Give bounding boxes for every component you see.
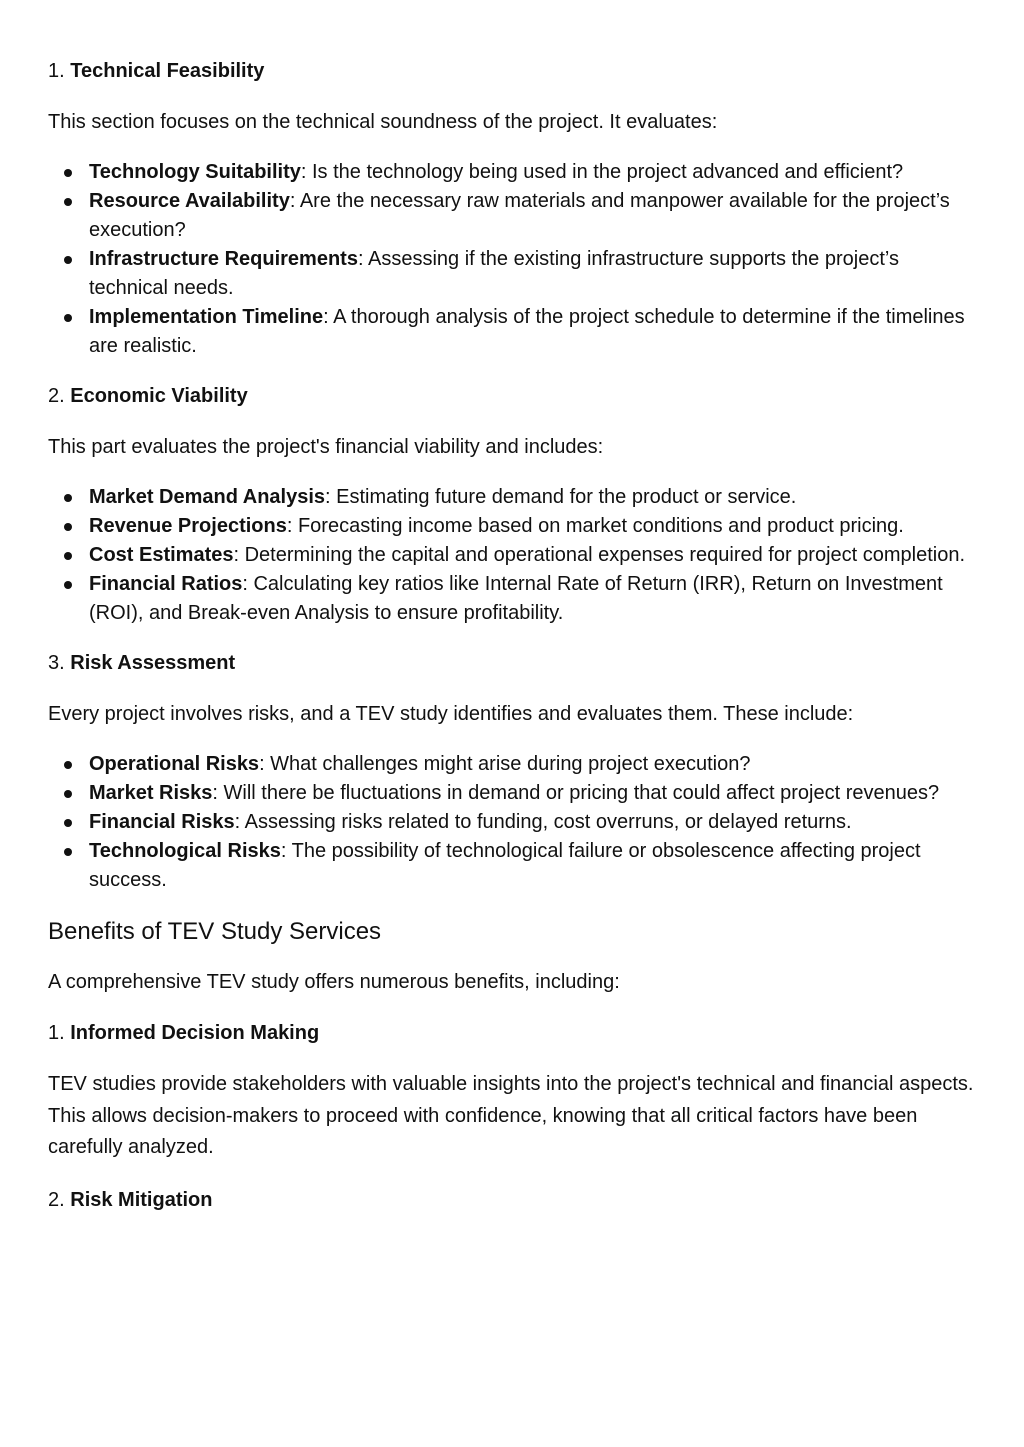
heading-number: 2. — [48, 1188, 65, 1211]
heading-title: Economic Viability — [70, 385, 248, 407]
bullet-icon — [64, 198, 72, 206]
list-item — [48, 779, 976, 808]
risk-mitigation-heading — [48, 1185, 976, 1215]
economic-intro: This part evaluates the project's financial viability and includes: — [48, 436, 604, 458]
item-term: Technology Suitability — [89, 161, 301, 183]
list-item — [48, 512, 976, 541]
bullet-icon — [64, 848, 72, 856]
heading-number: 1. — [48, 1022, 65, 1044]
item-text: : Calculating key ratios like Internal Rate of Return (IRR), Return on Investment (ROI), and Break-even Analysis to ensure profitability. — [89, 573, 943, 624]
item-text: : A thorough analysis of the project schedule to determine if the timelines are realistic. — [89, 306, 965, 357]
bullet-icon — [64, 256, 72, 264]
item-term: Resource Availability — [89, 190, 290, 212]
bullet-icon — [64, 494, 72, 502]
item-text: : Will there be fluctuations in demand or pricing that could affect project revenues? — [212, 782, 940, 804]
bullet-icon — [64, 819, 72, 827]
economic-list — [48, 483, 976, 628]
heading-title: Informed Decision Making — [70, 1022, 320, 1044]
list-item — [48, 808, 976, 837]
item-text: : The possibility of technological failure or obsolescence affecting project success. — [89, 840, 921, 891]
benefits-heading: Benefits of TEV Study Services — [48, 918, 382, 945]
item-text: : Is the technology being used in the project advanced and efficient? — [300, 161, 904, 183]
list-item — [48, 750, 976, 779]
item-text: : Forecasting income based on market conditions and product pricing. — [286, 515, 904, 537]
economic-viability-heading — [48, 381, 976, 411]
item-term: Revenue Projections — [89, 515, 287, 537]
list-item — [48, 187, 976, 245]
list-item — [48, 303, 976, 361]
informed-decision-heading — [48, 1018, 976, 1048]
bullet-icon — [64, 169, 72, 177]
bullet-icon — [64, 314, 72, 322]
heading-number: 1. — [48, 60, 65, 82]
item-term: Operational Risks — [89, 753, 260, 775]
list-item — [48, 245, 976, 303]
item-term: Technological Risks — [89, 840, 281, 862]
bullet-icon — [64, 581, 72, 589]
heading-number: 2. — [48, 385, 65, 407]
bullet-icon — [64, 523, 72, 531]
item-text: : Assessing if the existing infrastructure supports the project’s technical needs. — [89, 248, 899, 299]
item-term: Market Risks — [89, 782, 213, 804]
risk-intro: Every project involves risks, and a TEV study identifies and evaluates them. These include: — [48, 703, 854, 725]
item-text: : Determining the capital and operational expenses required for project completion. — [233, 544, 966, 566]
list-item — [48, 483, 976, 512]
item-text: : Assessing risks related to funding, cost overruns, or delayed returns. — [234, 811, 852, 833]
technical-feasibility-heading — [48, 56, 976, 86]
bullet-icon — [64, 790, 72, 798]
bullet-icon — [64, 552, 72, 560]
item-term: Implementation Timeline — [89, 306, 324, 328]
heading-title: Risk Assessment — [70, 652, 236, 674]
technical-intro: This section focuses on the technical soundness of the project. It evaluates: — [48, 111, 718, 133]
heading-title: Technical Feasibility — [70, 60, 265, 82]
list-item — [48, 541, 976, 570]
benefits-intro: A comprehensive TEV study offers numerous benefits, including: — [48, 971, 620, 993]
list-item — [48, 837, 976, 895]
list-item — [48, 570, 976, 628]
heading-number: 3. — [48, 652, 65, 674]
item-text: : Estimating future demand for the product or service. — [325, 486, 797, 508]
risk-list — [48, 750, 976, 895]
heading-title: Risk Mitigation — [70, 1188, 213, 1211]
list-item — [48, 158, 976, 187]
item-text: : Are the necessary raw materials and manpower available for the project’s execution? — [89, 190, 950, 241]
bullet-icon — [64, 761, 72, 769]
item-term: Financial Risks — [89, 811, 235, 833]
item-term: Financial Ratios — [89, 573, 243, 595]
risk-assessment-heading — [48, 648, 976, 678]
item-term: Infrastructure Requirements — [89, 248, 358, 270]
item-text: : What challenges might arise during project execution? — [259, 753, 751, 775]
informed-decision-text: TEV studies provide stakeholders with valuable insights into the project's technical and financial aspects. This allows decision-makers to proceed with confidence, knowing that all critical factors have been carefully analyzed. — [48, 1073, 974, 1158]
item-term: Market Demand Analysis — [89, 486, 326, 508]
technical-list — [48, 158, 976, 361]
item-term: Cost Estimates — [89, 544, 234, 566]
